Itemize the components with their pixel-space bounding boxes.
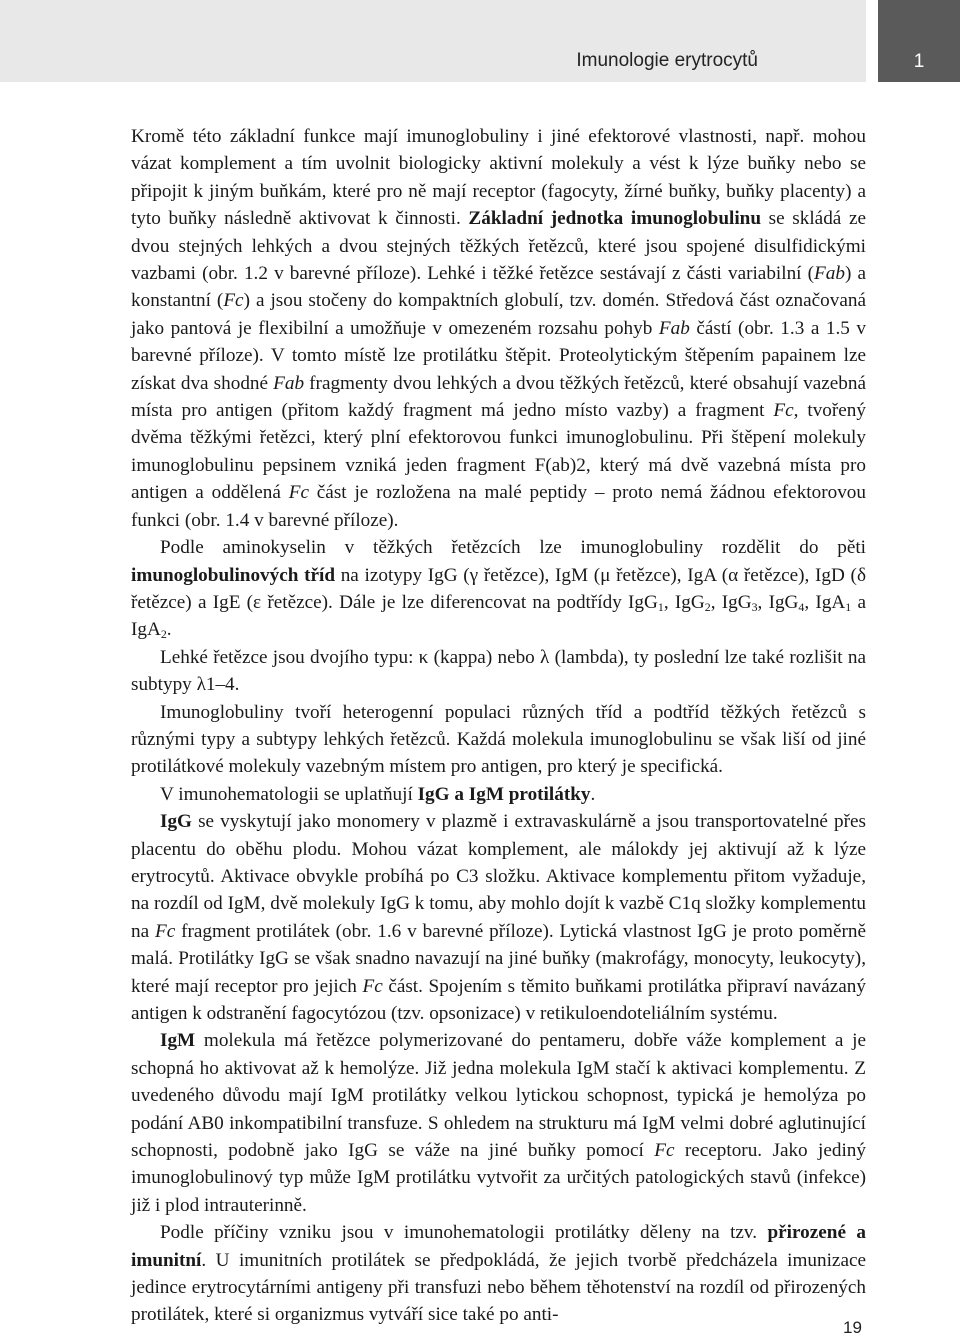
- text-run: molekula má řetězce polymerizované do pentameru, dobře váže komplement a je schopná ho aktivovat až k hemolýze. Již jedna molekula IgM stačí k aktivaci komplementu. Z uvedeného důvodu mají IgM protilátky velkou lytickou schopnost, typická je hemolýza po podání AB0 inkompatibilní transfuze. S ohledem na strukturu má IgM velmi dobré aglutinující schopnosti, podobně jako IgG se váže na jiné buňky pomocí: [131, 1030, 866, 1162]
- bold-text: přirozené a imunitní: [131, 1222, 866, 1271]
- italic-text: Fc: [773, 400, 794, 422]
- text-run: na izotypy IgG (γ řetězce), IgM (μ řetězce), IgA (α řetězce), IgD (δ řetězce) a IgE (ε řetězce). Dále je lze diferencovat na podtřídy IgG: [131, 564, 866, 613]
- text-run: , IgA: [804, 591, 846, 613]
- italic-text: Fab: [658, 317, 690, 339]
- text-run: fragment protilátek (obr. 1.6 v barevné příloze). Lytická vlastnost IgG je proto poměrně malá. Protilátky IgG se však snadno navazují na jiné buňky (makrofágy, monocyty, leukocyty), které mají receptor pro jejich: [131, 920, 866, 997]
- italic-text: Fc: [155, 920, 176, 942]
- text-run: část je rozložena na malé peptidy – proto nemá žádnou efektorovou funkci (obr. 1.4 v barevné příloze).: [131, 482, 866, 531]
- text-run: , IgG: [757, 591, 799, 613]
- paragraph: [131, 781, 866, 808]
- text-run: Podle příčiny vzniku jsou v imunohematologii protilátky děleny na tzv.: [160, 1222, 768, 1244]
- subscript: 4: [798, 599, 805, 614]
- text-run: . U imunitních protilátek se předpokládá, že jejich tvorbě předcházela imunizace jedince erytrocytárními antigeny při transfuzi nebo během těhotenství na rozdíl od přirozených protilátek, které si organizmus vytváří sice také po anti-: [131, 1249, 866, 1326]
- text-run: Imunoglobuliny tvoří heterogenní populaci různých tříd a podtříd těžkých řetězců s různými typy a subtypy lehkých řetězců. Každá molekula imunoglobulinu se však liší od jiné protilátkové molekuly vazebným místem pro antigen, pro který je specifická.: [131, 701, 866, 778]
- italic-text: Fab: [273, 372, 305, 394]
- text-run: Kromě této základní funkce mají imunoglobuliny i jiné efektorové vlastnosti, např. mohou vázat komplement a tím uvolnit biologicky aktivní molekuly a vést k lýze buňky nebo se připojit k jiným buňkám, které pro ně mají receptor (fagocyty, žírné buňky, buňky placenty) a tyto buňky následně aktivovat k činnosti.: [131, 126, 866, 230]
- text-run: se vyskytují jako monomery v plazmě i extravaskulárně a jsou transportovatelné přes placentu do oběhu plodu. Mohou vázat komplement, ale málokdy jej aktivují až k lýze erytrocytů. Aktivace obvykle probíhá po C3 složku. Aktivace komplementu přitom vyžaduje, na rozdíl od IgM, dvě molekuly IgG k tomu, aby mohlo dojít k vazbě C1q složky komplementu na: [131, 811, 866, 942]
- paragraph: [131, 644, 866, 699]
- bold-text: IgG: [160, 811, 192, 833]
- bold-text: IgG a IgM protilátky: [417, 783, 591, 805]
- italic-text: Fc: [362, 975, 383, 997]
- body-text: [131, 123, 866, 1329]
- text-run: , IgG: [663, 591, 705, 613]
- bold-text: IgM: [160, 1030, 196, 1052]
- text-run: část. Spojením s těmito buňkami protilátka připraví navázaný antigen k odstranění fagocytózou (tzv. opsonizace) v retikuloendoteliálním systému.: [131, 975, 866, 1024]
- text-run: , tvořený dvěma těžkými řetězci, který plní efektorovou funkci imunoglobulinu. Při štěpení molekuly imunoglobulinu pepsinem vzniká jeden fragment F(ab)2, který má dvě vazebná místa pro antigen a oddělená: [131, 400, 866, 504]
- subscript: 1: [845, 599, 852, 614]
- chapter-number-tab: 1: [878, 0, 960, 82]
- paragraph: [131, 534, 866, 644]
- bold-text: imunoglobulinových tříd: [131, 564, 336, 586]
- text-run: a IgA: [131, 591, 866, 641]
- text-run: fragmenty dvou lehkých a dvou těžkých řetězců, které obsahují vazebná místa pro antigen (přitom každý fragment má jedno místo vazby) a fragment: [131, 372, 867, 422]
- running-header: [0, 0, 866, 82]
- running-header-title: Imunologie erytrocytů: [576, 50, 758, 71]
- text-run: Podle aminokyselin v těžkých řetězcích lze imunoglobuliny rozdělit do pěti: [160, 537, 866, 559]
- italic-text: Fc: [223, 290, 244, 312]
- italic-text: Fab: [814, 263, 845, 285]
- italic-text: Fc: [288, 482, 309, 504]
- paragraph: [131, 699, 866, 781]
- paragraph: [131, 1027, 866, 1219]
- text-run: receptoru. Jako jediný imunoglobulinový typ může IgM protilátku vytvořit za určitých patologických stavů (infekce) již i plod intrauterinně.: [131, 1140, 866, 1216]
- subscript: 3: [751, 599, 758, 614]
- paragraph: [131, 123, 866, 534]
- text-run: se skládá ze dvou stejných lehkých a dvou stejných těžkých řetězců, které jsou spojené disulfidickými vazbami (obr. 1.2 v barevné příloze). Lehké i těžké řetězce sestávají z části variabilní (: [131, 208, 866, 285]
- text-run: Lehké řetězce jsou dvojího typu: κ (kappa) nebo λ (lambda), ty poslední lze také rozlišit na subtypy λ1–4.: [131, 646, 866, 696]
- text-run: , IgG: [710, 591, 752, 613]
- text-run: částí (obr. 1.3 a 1.5 v barevné příloze). V tomto místě lze protilátku štěpit. Proteolytickým štěpením papainem lze získat dva shodné: [131, 317, 866, 394]
- paragraph: [131, 808, 866, 1027]
- subscript: 2: [704, 599, 711, 614]
- text-run: ) a konstantní (: [131, 263, 866, 312]
- bold-text: Základní jednotka imunoglobulinu: [468, 208, 761, 230]
- text-run: .: [590, 783, 596, 805]
- subscript: 2: [160, 627, 167, 642]
- italic-text: Fc: [654, 1140, 675, 1162]
- text-run: .: [166, 619, 172, 641]
- text-run: ) a jsou stočeny do kompaktních globulí, tzv. domén. Středová část označovaná jako pantová je flexibilní a umožňuje v omezeném rozsahu pohyb: [131, 290, 866, 339]
- paragraph: [131, 1219, 866, 1329]
- subscript: 1: [657, 599, 664, 614]
- page-number: 19: [843, 1318, 862, 1337]
- text-run: V imunohematologii se uplatňují: [160, 783, 418, 805]
